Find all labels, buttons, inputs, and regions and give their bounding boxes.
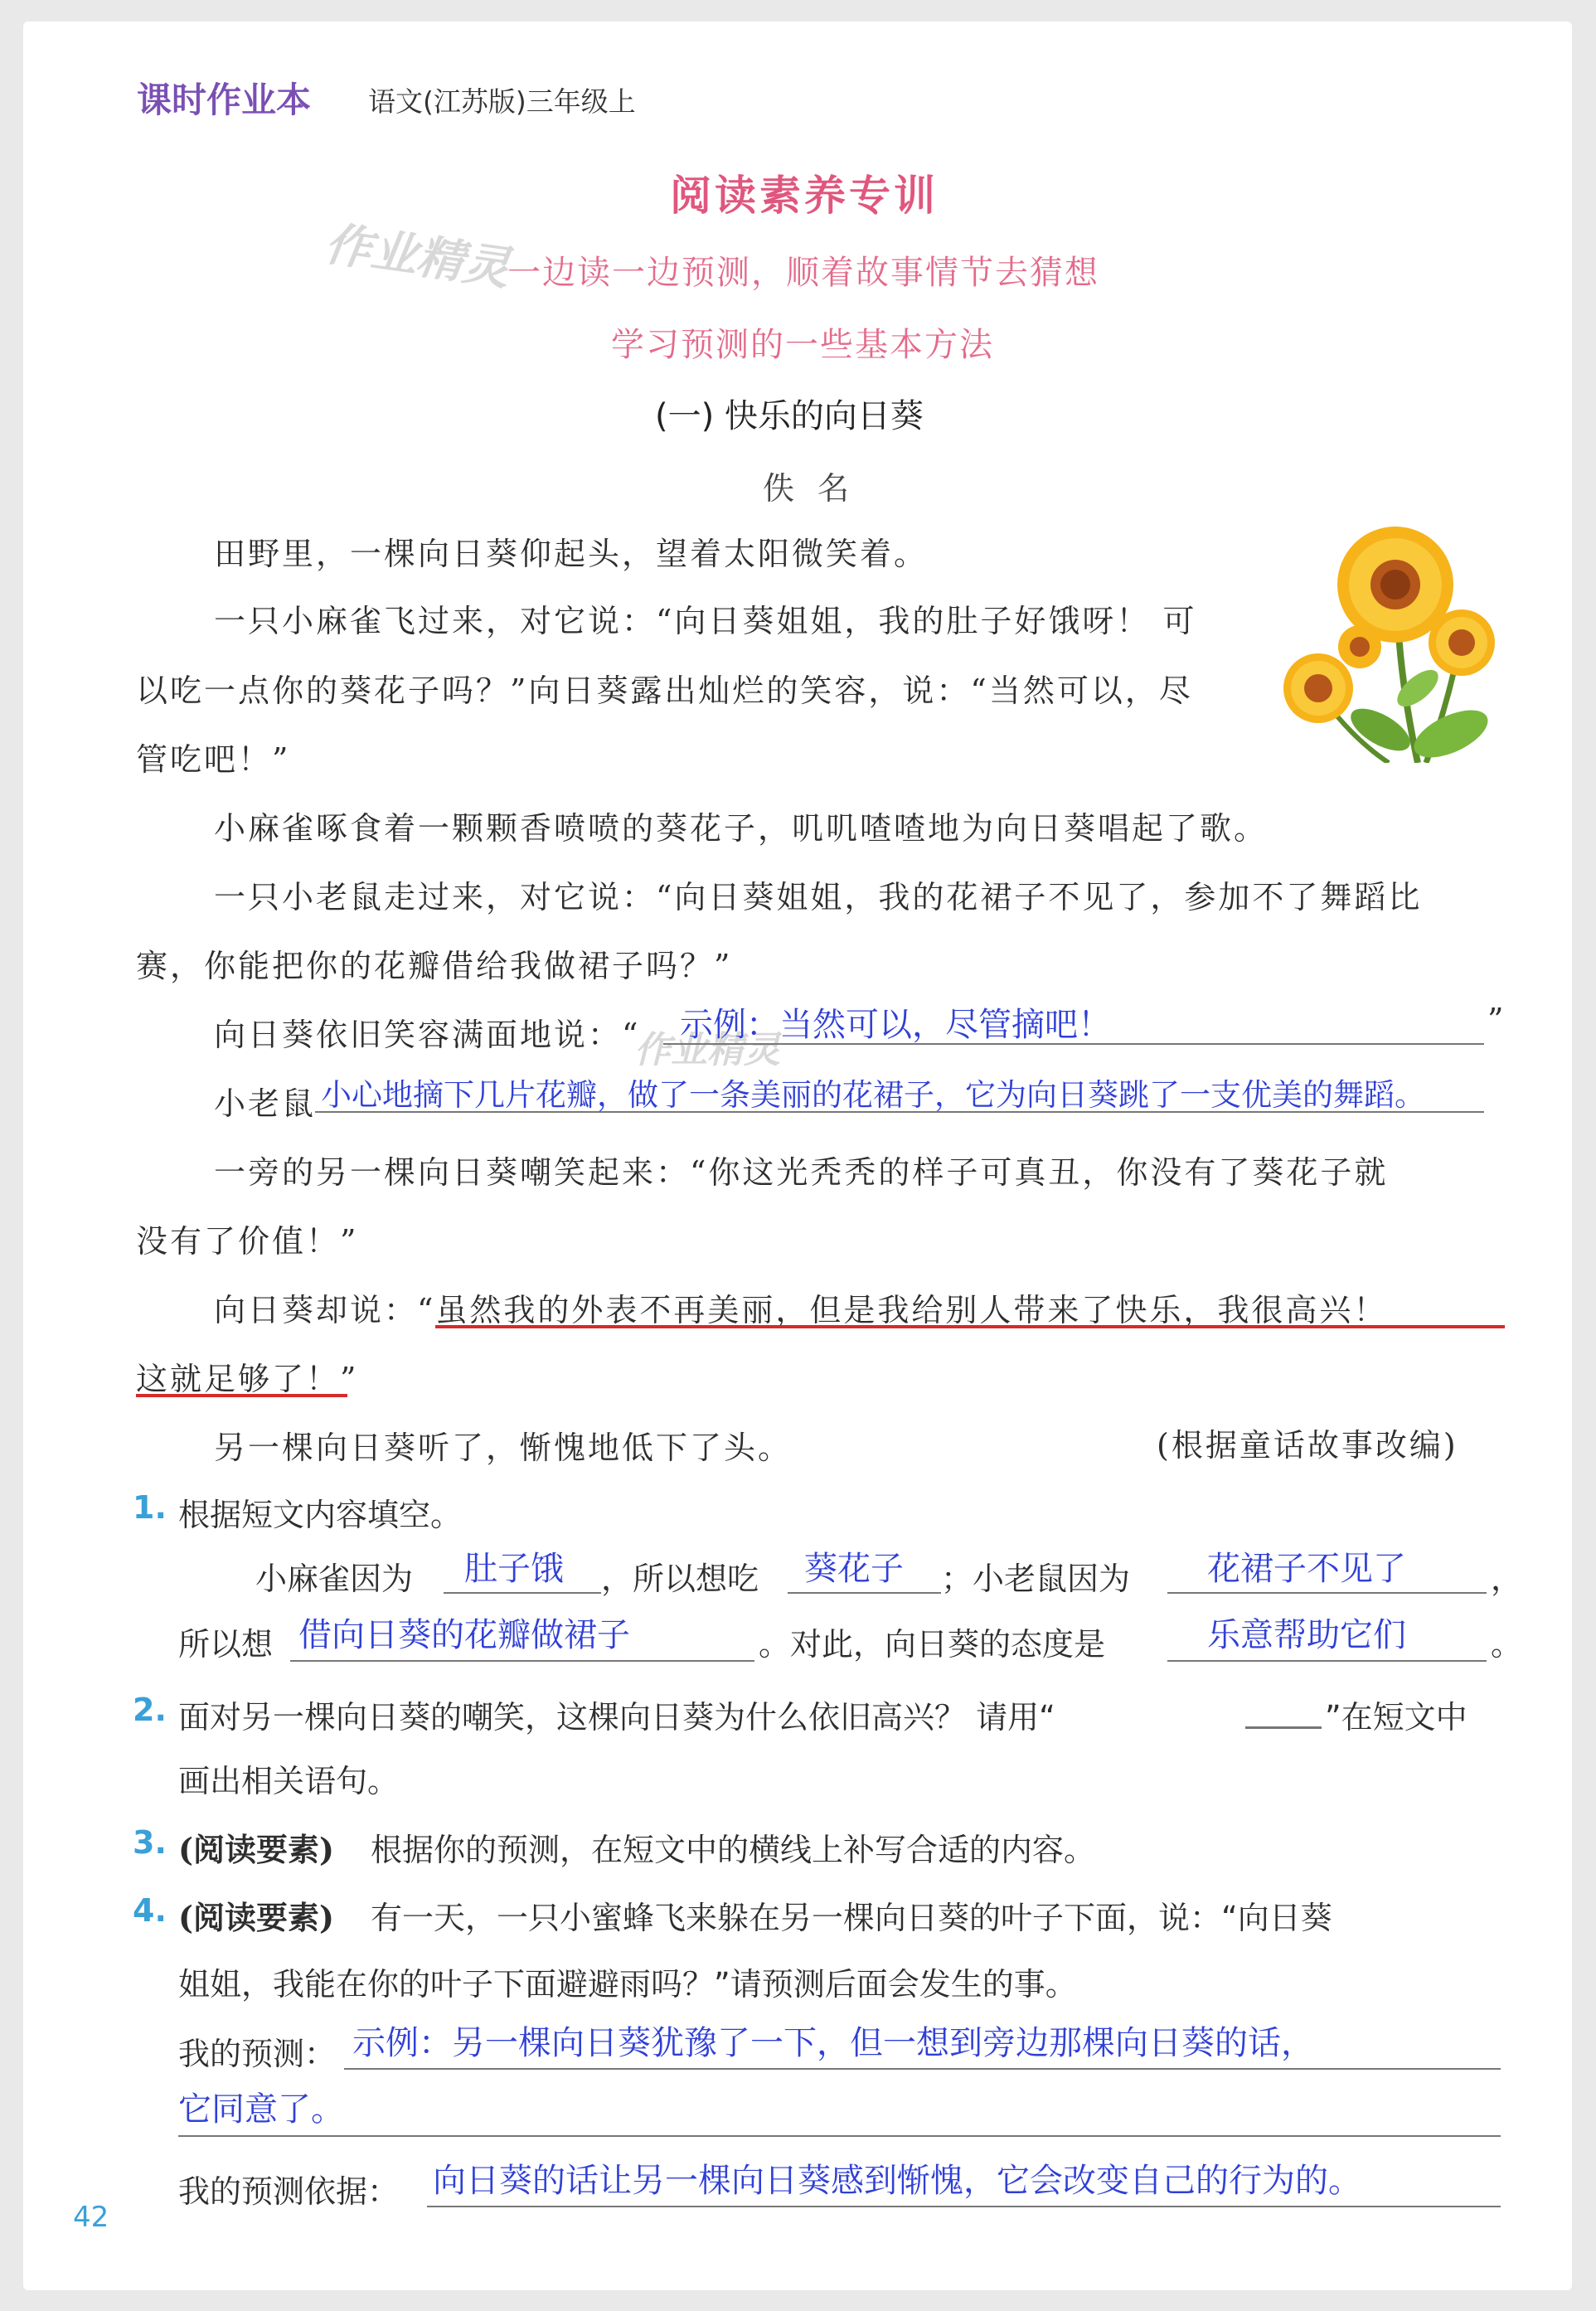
question-number: 3. [133,1824,167,1861]
story-paragraph: 另一棵向日葵听了，惭愧地低下了头。 [214,1430,793,1466]
answer-fill-p6: 小心地摘下几片花瓣，做了一条美丽的花裙子，它为向日葵跳了一支优美的舞蹈。 [321,1077,1425,1113]
story-paragraph: 以吃一点你的葵花子吗？”向日葵露出灿烂的笑容，说：“当然可以，尽 [136,672,1193,709]
fill-text: 小麻雀因为 [255,1561,414,1597]
subject-label: 语文(江苏版)三年级上 [368,85,636,118]
story-paragraph: 一只小老鼠走过来，对它说：“向日葵姐姐，我的花裙子不见了，参加不了舞蹈比 [214,879,1423,915]
section-title: 阅读素养专训 [670,172,939,220]
answer-line [290,1660,754,1662]
fill-text: ；小老鼠因为 [941,1561,1131,1597]
reading-element-tag: (阅读要素) [178,1831,334,1868]
fill-text: 。对此，向日葵的态度是 [759,1626,1106,1663]
blank-line [1245,1726,1322,1729]
question-text: 姐姐，我能在你的叶子下面避避雨吗？”请预测后面会发生的事。 [178,1966,1077,2003]
answer-line [663,1043,1484,1045]
answer-line [788,1592,941,1594]
answer-fill-p5: 示例：当然可以，尽管摘吧！ [680,1006,1111,1044]
prediction-label: 我的预测： [178,2036,337,2072]
question-text: 面对另一棵向日葵的嘲笑，这棵向日葵为什么依旧高兴？ 请用“ [178,1699,1055,1736]
reading-element-tag: (阅读要素) [178,1899,334,1936]
section-goal: 学习预测的一些基本方法 [611,326,994,364]
sunflower-illustration [1273,522,1509,763]
story-paragraph: 向日葵却说： [214,1292,419,1328]
question-text: 根据短文内容填空。 [178,1497,463,1533]
prediction-answer: 它同意了。 [178,2090,344,2129]
answer-line [1167,1660,1487,1662]
prediction-answer: 示例：另一棵向日葵犹豫了一下，但一想到旁边那棵向日葵的话， [352,2024,1314,2062]
story-title: (一) 快乐的向日葵 [655,397,924,435]
story-paragraph: 向日葵依旧笑容满面地说：“ [214,1017,641,1053]
story-paragraph: 管吃吧！” [136,741,291,778]
fill-text: ，所以想吃 [601,1561,759,1597]
question-number: 2. [133,1692,167,1728]
story-paragraph: ” [1487,1002,1506,1038]
red-underline [136,1394,347,1397]
question-text: 根据你的预测，在短文中的横线上补写合适的内容。 [371,1832,1096,1868]
question-number: 1. [133,1489,167,1526]
story-paragraph: 小老鼠 [214,1085,317,1122]
fill-text: 。 [1491,1626,1523,1663]
fill-text: 所以想 [178,1626,274,1663]
story-paragraph: 一只小麻雀飞过来，对它说：“向日葵姐姐，我的肚子好饿呀！ 可 [214,603,1197,639]
story-paragraph: 小麻雀啄食着一颗颗香喷喷的葵花子，叽叽喳喳地为向日葵唱起了歌。 [214,810,1269,847]
basis-label: 我的预测依据： [178,2173,400,2210]
brand-title: 课时作业本 [137,80,312,120]
answer-line [427,2206,1501,2207]
question-text: 有一天，一只小蜜蜂飞来躲在另一棵向日葵的叶子下面，说：“向日葵 [371,1900,1332,1936]
answer-line [1167,1592,1487,1594]
question-text: ”在短文中 [1325,1699,1467,1736]
watermark: 作业精灵 [321,216,513,297]
question-text: 画出相关语句。 [178,1763,400,1799]
answer-fill: 乐意帮助它们 [1207,1616,1406,1654]
fill-text: ， [1491,1561,1523,1597]
story-paragraph: 赛，你能把你的花瓣借给我做裙子吗？” [136,948,733,984]
answer-fill: 葵花子 [804,1550,904,1588]
answer-fill: 借向日葵的花瓣做裙子 [298,1616,630,1654]
answer-line [178,2135,1501,2137]
page-number: 42 [73,2201,109,2234]
story-paragraph: 没有了价值！” [136,1223,359,1260]
answer-line [315,1111,1484,1113]
story-paragraph: 田野里，一棵向日葵仰起头，望着太阳微笑着。 [214,536,929,572]
underlined-sentence: 这就足够了！” [136,1361,359,1397]
answer-fill: 花裙子不见了 [1207,1550,1406,1588]
underlined-sentence: “虽然我的外表不再美丽，但是我给别人带来了快乐，我很高兴！ [417,1292,1388,1328]
story-source: (根据童话故事改编) [1157,1427,1458,1464]
answer-fill: 肚子饿 [464,1550,564,1588]
watermark: 作业精灵 [634,1029,780,1071]
story-author: 佚名 [763,470,873,507]
section-subtitle: 一边读一边预测，顺着故事情节去猜想 [507,254,1099,292]
red-underline [435,1325,1505,1328]
question-number: 4. [133,1892,167,1929]
basis-answer: 向日葵的话让另一棵向日葵感到惭愧，它会改变自己的行为的。 [433,2162,1361,2200]
answer-line [444,1592,601,1594]
story-paragraph: 一旁的另一棵向日葵嘲笑起来：“你这光秃秃的样子可真丑，你没有了葵花子就 [214,1154,1389,1191]
answer-line [344,2068,1501,2070]
